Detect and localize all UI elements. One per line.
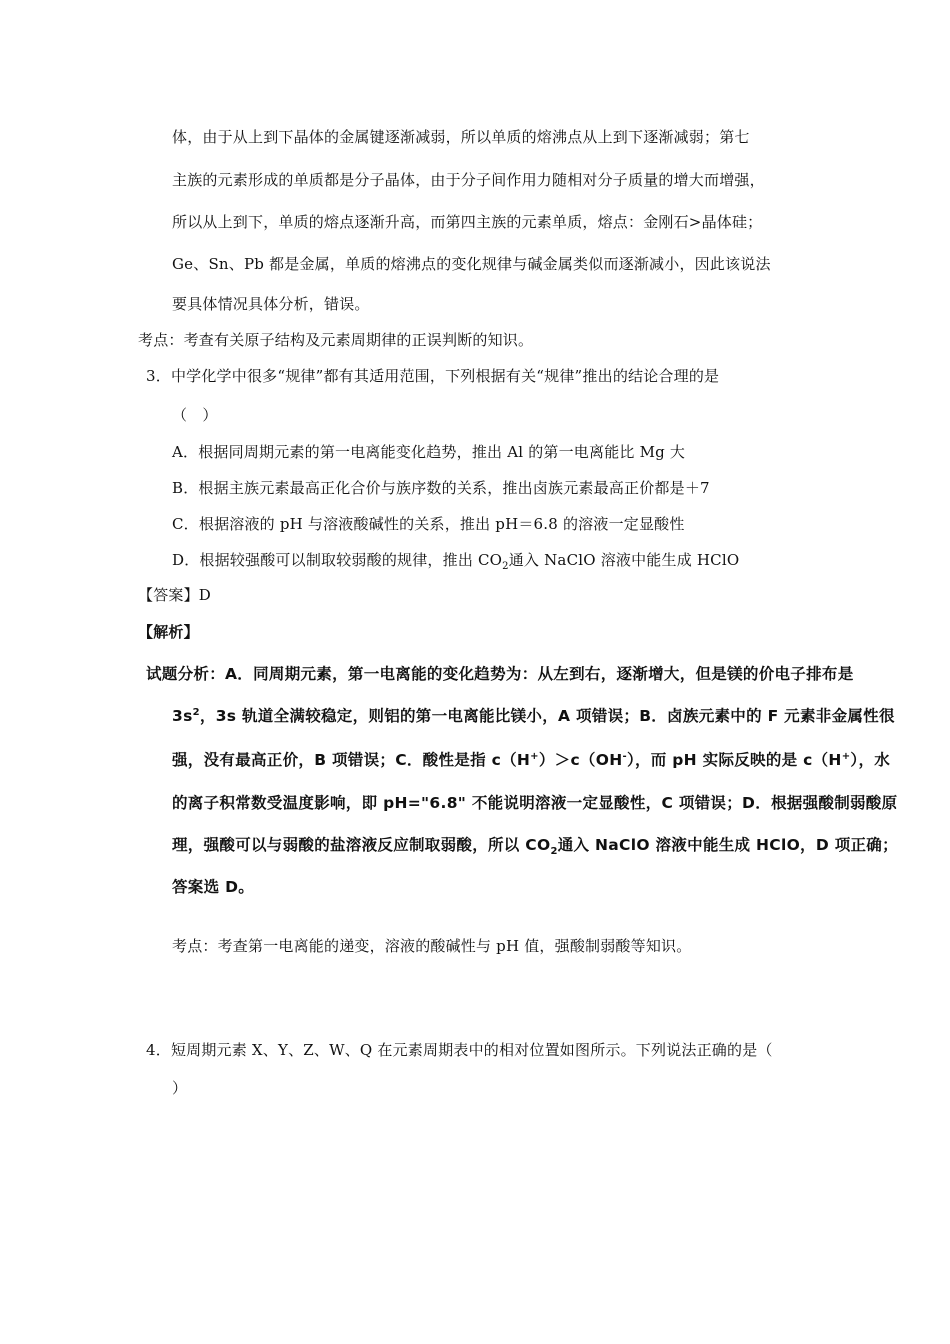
text-line: Ge、Sn、Pb 都是金属，单质的熔沸点的变化规律与碱金属类似而逐渐减小，因此该说法	[172, 255, 771, 273]
kaodian-note: 考点：考查有关原子结构及元素周期律的正误判断的知识。	[138, 331, 534, 349]
text-line: 要具体情况具体分析，错误。	[172, 295, 370, 313]
option-a: A．根据同周期元素的第一电离能变化趋势，推出 Al 的第一电离能比 Mg 大	[172, 443, 686, 461]
answer-blank: ）	[172, 1079, 188, 1097]
kaodian-note: 考点：考查第一电离能的递变，溶液的酸碱性与 pH 值，强酸制弱酸等知识。	[172, 937, 692, 955]
analysis-line: 答案选 D。	[172, 878, 255, 896]
analysis-line: 试题分析：A．同周期元素，第一电离能的变化趋势为：从左到右，逐渐增大，但是镁的价电子排布是	[146, 665, 854, 683]
analysis-line: 强，没有最高正价，B 项错误；C．酸性是指 c（H+）＞c（OH-），而 pH 实际反映的是 c（H+），水	[172, 750, 891, 769]
question-stem: 3．中学化学中很多“规律”都有其适用范围，下列根据有关“规律”推出的结论合理的是	[146, 367, 720, 385]
answer-blank: （ ）	[172, 406, 218, 424]
analysis-line: 理，强酸可以与弱酸的盐溶液反应制取弱酸，所以 $CO_2$通入 NaClO 溶液中能生成 HClO，D 项正确；	[172, 836, 898, 858]
option-c: C．根据溶液的 pH 与溶液酸碱性的关系，推出 pH＝6.8 的溶液一定显酸性	[172, 515, 685, 533]
analysis-line: $3s^2$，3s 轨道全满较稳定，则铝的第一电离能比镁小，A 项错误；B．卤族元素中的 F 元素非金属性很	[172, 706, 895, 725]
answer-label: 【答案】D	[138, 586, 212, 604]
text-line: 体，由于从上到下晶体的金属键逐渐减弱，所以单质的熔沸点从上到下逐渐减弱；第七	[172, 128, 750, 146]
analysis-title: 【解析】	[138, 623, 199, 641]
option-d: D．根据较强酸可以制取较弱酸的规律，推出 $CO_2$通入 NaClO 溶液中能生成 HClO	[172, 551, 740, 572]
text-line: 主族的元素形成的单质都是分子晶体，由于分子间作用力随相对分子质量的增大而增强，	[172, 171, 765, 189]
question-stem: 4．短周期元素 X、Y、Z、W、Q 在元素周期表中的相对位置如图所示。下列说法正确的是（	[146, 1041, 773, 1059]
analysis-line: 的离子积常数受温度影响，即 pH="6.8" 不能说明溶液一定显酸性，C 项错误；D．根据强酸制弱酸原	[172, 794, 898, 812]
text-line: 所以从上到下，单质的熔点逐渐升高，而第四主族的元素单质，熔点：金刚石>晶体硅；	[172, 213, 763, 231]
option-b: B．根据主族元素最高正化合价与族序数的关系，推出卤族元素最高正价都是＋7	[172, 479, 710, 497]
